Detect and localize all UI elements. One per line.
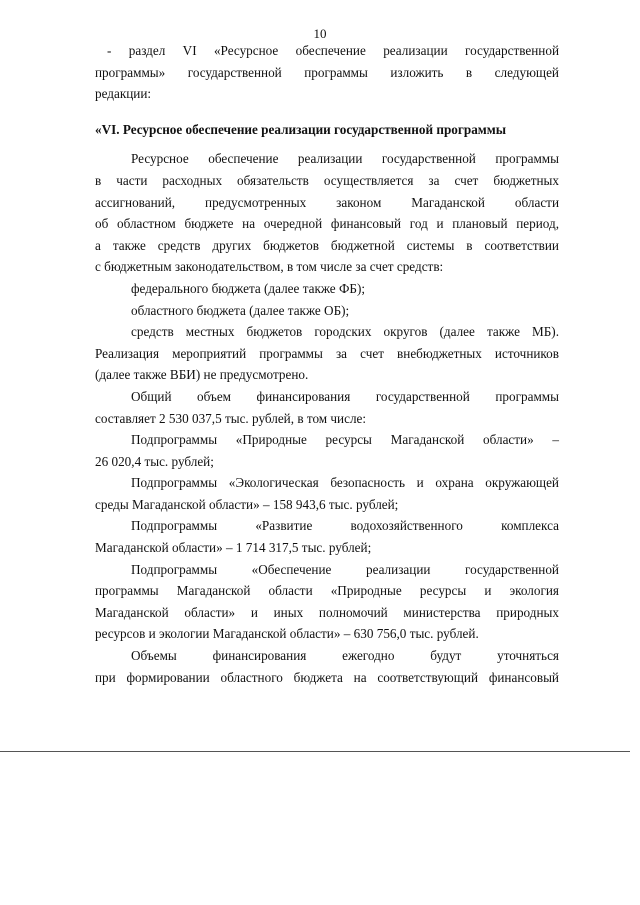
text-line: ассигнований, предусмотренных законом Магаданской области (95, 194, 559, 210)
subprogram-program-support (95, 559, 559, 645)
text-line: Объемы финансирования ежегодно будут уточняться (131, 648, 559, 664)
text-line: составляет 2 530 037,5 тыс. рублей, в том числе: (95, 410, 367, 426)
text-line: программы Магаданской области «Природные ресурсы и экология (95, 583, 559, 599)
text-line: Подпрограммы «Развитие водохозяйственного комплекса (131, 518, 559, 534)
text-line: Магаданской области» и иных полномочий министерства природных (95, 604, 559, 620)
total-funding-paragraph (95, 386, 559, 429)
intro-line: программы» государственной программы изложить в следующей (95, 64, 559, 80)
document-body (95, 40, 559, 688)
page-number: 10 (313, 26, 327, 41)
regional-budget-item: областного бюджета (далее также ОБ); (131, 302, 350, 318)
text-line: Ресурсное обеспечение реализации государственной программы (131, 151, 559, 167)
intro-paragraph (95, 40, 559, 105)
text-line: а также средств других бюджетов бюджетной системы в соответствии (95, 237, 559, 253)
text-line: Магаданской области» – 1 714 317,5 тыс. рублей; (95, 540, 372, 556)
text-line: Подпрограммы «Природные ресурсы Магаданской области» – (131, 432, 559, 448)
text-line: 26 020,4 тыс. рублей; (95, 453, 214, 469)
intro-line: редакции: (95, 86, 152, 102)
text-line: ресурсов и экологии Магаданской области» – 630 756,0 тыс. рублей. (95, 626, 479, 642)
subprogram-water-complex (95, 515, 559, 558)
local-budget-paragraph (95, 321, 559, 386)
funding-paragraph (95, 148, 559, 278)
text-line: Подпрограммы «Экологическая безопасность и охрана окружающей (131, 475, 559, 491)
text-line: средств местных бюджетов городских округов (далее также МБ). (131, 324, 559, 340)
federal-budget-item: федерального бюджета (далее также ФБ); (131, 280, 366, 296)
section-heading: «VI. Ресурсное обеспечение реализации государственной программы (95, 121, 507, 137)
text-line: в части расходных обязательств осуществляется за счет бюджетных (95, 172, 559, 188)
text-line: среды Магаданской области» – 158 943,6 тыс. рублей; (95, 496, 399, 512)
page-divider-line (0, 751, 630, 752)
text-line: Реализация мероприятий программы за счет внебюджетных источников (95, 345, 559, 361)
text-line: (далее также ВБИ) не предусмотрено. (95, 367, 309, 383)
subprogram-natural-resources (95, 429, 559, 472)
text-line: с бюджетным законодательством, в том числе за счет средств: (95, 259, 444, 275)
intro-line: - раздел VI «Ресурсное обеспечение реализации государственной (107, 43, 559, 58)
funding-volumes-paragraph (95, 645, 559, 688)
text-line: Общий объем финансирования государственной программы (131, 388, 559, 404)
text-line: Подпрограммы «Обеспечение реализации государственной (131, 561, 559, 577)
text-line: при формировании областного бюджета на соответствующий финансовый (95, 669, 559, 685)
subprogram-ecological-safety (95, 472, 559, 515)
text-line: об областном бюджете на очередной финансовый год и плановый период, (95, 216, 559, 232)
